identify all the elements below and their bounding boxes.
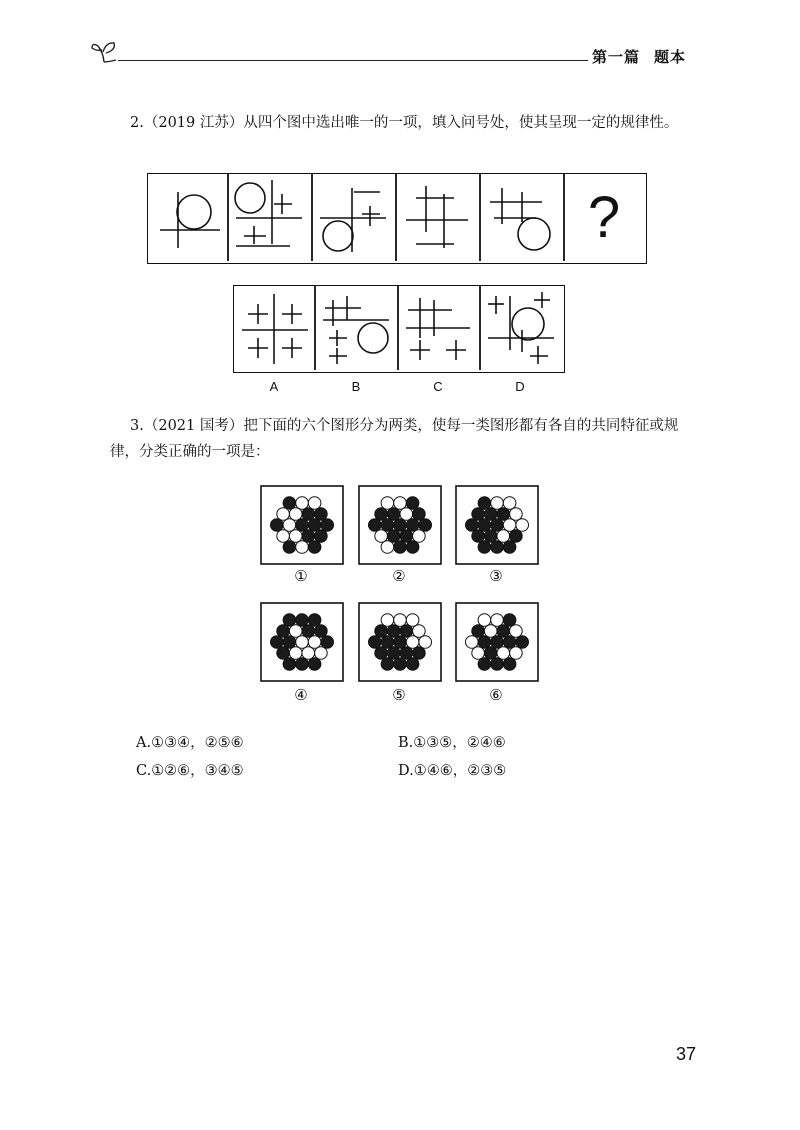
black-dot [491,636,504,649]
black-dot [381,519,394,532]
sequence-figure-5 [480,174,564,261]
white-dot [497,530,510,543]
question-2-sequence [147,173,647,264]
black-dot [503,541,516,554]
figure-label-6: ⑥ [489,686,503,704]
black-dot [387,530,400,543]
sequence-figure-1 [148,174,228,261]
white-dot [381,541,394,554]
white-dot [308,636,321,649]
question-3-number: 3. [130,418,144,434]
white-dot [394,497,407,510]
black-dot [302,530,315,543]
black-dot [472,530,485,543]
black-dot [283,541,296,554]
white-dot [277,508,290,521]
option-label-c: C [433,379,443,394]
white-dot [289,625,302,638]
black-dot [283,497,296,510]
white-dot [302,647,315,660]
answer-option-d[interactable] [398,759,506,780]
white-dot [503,519,516,532]
answer-letter-a: A. [136,735,152,751]
white-dot [406,614,419,627]
black-dot [283,636,296,649]
white-dot [472,647,485,660]
question-3-body: （2021 国考）把下面的六个图形分为两类，使每一类图形都有各自的共同特征或规律，分类正确的一项是： [110,418,679,460]
page-number: 37 [676,1044,697,1064]
answer-text-c: ①②⑥，③④⑤ [151,763,244,779]
dot-cluster-figure-2 [358,485,442,565]
black-dot [406,497,419,510]
black-dot [394,636,407,649]
sequence-figure-3 [312,174,396,261]
white-dot [413,625,426,638]
page-header [592,46,700,67]
black-dot [413,647,426,660]
question-3-text [110,413,700,465]
black-dot [387,647,400,660]
white-dot [516,519,529,532]
black-dot [296,519,309,532]
figure-label-3: ③ [489,567,503,585]
black-dot [406,541,419,554]
answer-letter-c: C. [136,763,152,779]
black-dot [302,625,315,638]
white-dot [296,497,309,510]
dot-cluster-figure-3 [455,485,539,565]
black-dot [478,636,491,649]
black-dot [321,519,334,532]
white-dot [400,508,413,521]
header-rule [118,60,588,61]
white-dot [277,530,290,543]
option-label-b: B [351,379,361,394]
answer-text-d: ①④⑥，②③⑤ [413,763,507,779]
black-dot [478,497,491,510]
black-dot [375,625,388,638]
white-dot [419,636,432,649]
black-dot [296,614,309,627]
black-dot [497,625,510,638]
white-dot [478,614,491,627]
black-dot [472,625,485,638]
black-dot [400,625,413,638]
answer-letter-b: B. [398,735,414,751]
option-figure-a [234,286,315,370]
black-dot [503,614,516,627]
white-dot [296,636,309,649]
black-dot [394,519,407,532]
black-dot [400,530,413,543]
white-dot [375,530,388,543]
black-dot [308,614,321,627]
sprout-icon [90,38,120,64]
black-dot [381,636,394,649]
question-2-options [233,285,565,373]
figure-label-1: ① [294,567,308,585]
dot-cluster-figure-5 [358,602,442,682]
answer-letter-d: D. [398,763,414,779]
black-dot [419,519,432,532]
white-dot [289,530,302,543]
question-2-text [110,110,700,136]
white-dot [497,647,510,660]
white-dot [394,614,407,627]
black-dot [277,625,290,638]
white-dot [381,614,394,627]
white-dot [510,508,523,521]
black-dot [491,519,504,532]
figure-label-4: ④ [294,686,308,704]
white-dot [296,541,309,554]
black-dot [315,625,328,638]
option-figure-d [480,286,562,370]
black-dot [308,658,321,671]
black-dot [484,530,497,543]
black-dot [400,647,413,660]
option-label-d: D [515,379,525,394]
black-dot [369,519,382,532]
black-dot [375,508,388,521]
option-label-a: A [269,379,279,394]
answer-option-b[interactable] [398,731,506,752]
black-dot [406,658,419,671]
black-dot [271,519,284,532]
black-dot [413,508,426,521]
white-dot [484,625,497,638]
black-dot [497,508,510,521]
black-dot [277,647,290,660]
black-dot [478,519,491,532]
black-dot [484,647,497,660]
answer-text-b: ①③⑤，②④⑥ [413,735,506,751]
black-dot [484,508,497,521]
figure-label-5: ⑤ [392,686,406,704]
question-2-number: 2. [130,115,144,131]
answer-option-c[interactable] [136,759,244,780]
black-dot [466,519,479,532]
white-dot [406,636,419,649]
black-dot [369,636,382,649]
answer-option-a[interactable] [136,731,244,752]
black-dot [516,636,529,649]
white-dot [289,508,302,521]
black-dot [308,541,321,554]
black-dot [503,658,516,671]
black-dot [321,636,334,649]
header-section: 题本 [654,48,687,66]
white-dot [283,519,296,532]
option-figure-c [398,286,480,370]
question-2-body: （2019 江苏）从四个图中选出唯一的一项，填入问号处，使其呈现一定的规律性。 [143,115,679,131]
black-dot [491,541,504,554]
white-dot [381,497,394,510]
black-dot [510,530,523,543]
sequence-figure-2 [228,174,312,261]
white-dot [466,636,479,649]
answer-text-a: ①③④，②⑤⑥ [151,735,244,751]
black-dot [394,658,407,671]
black-dot [491,658,504,671]
black-dot [315,508,328,521]
white-dot [289,647,302,660]
sequence-figure-4 [396,174,480,261]
black-dot [472,508,485,521]
white-dot [491,614,504,627]
dot-cluster-figure-1 [260,485,344,565]
black-dot [283,658,296,671]
black-dot [387,625,400,638]
black-dot [283,614,296,627]
black-dot [478,658,491,671]
header-part: 第一篇 [592,48,641,66]
white-dot [491,497,504,510]
black-dot [394,541,407,554]
black-dot [375,647,388,660]
white-dot [510,647,523,660]
black-dot [302,508,315,521]
black-dot [271,636,284,649]
white-dot [503,497,516,510]
black-dot [296,658,309,671]
white-dot [308,497,321,510]
black-dot [387,508,400,521]
dot-cluster-figure-4 [260,602,344,682]
black-dot [315,530,328,543]
black-dot [503,636,516,649]
figure-label-2: ② [392,567,406,585]
white-dot [315,647,328,660]
black-dot [406,519,419,532]
black-dot [308,519,321,532]
black-dot [478,541,491,554]
white-dot [413,530,426,543]
option-figure-b [315,286,398,370]
white-dot [510,625,523,638]
missing-figure-question-mark: ? [587,185,621,250]
black-dot [381,658,394,671]
dot-cluster-figure-6 [455,602,539,682]
